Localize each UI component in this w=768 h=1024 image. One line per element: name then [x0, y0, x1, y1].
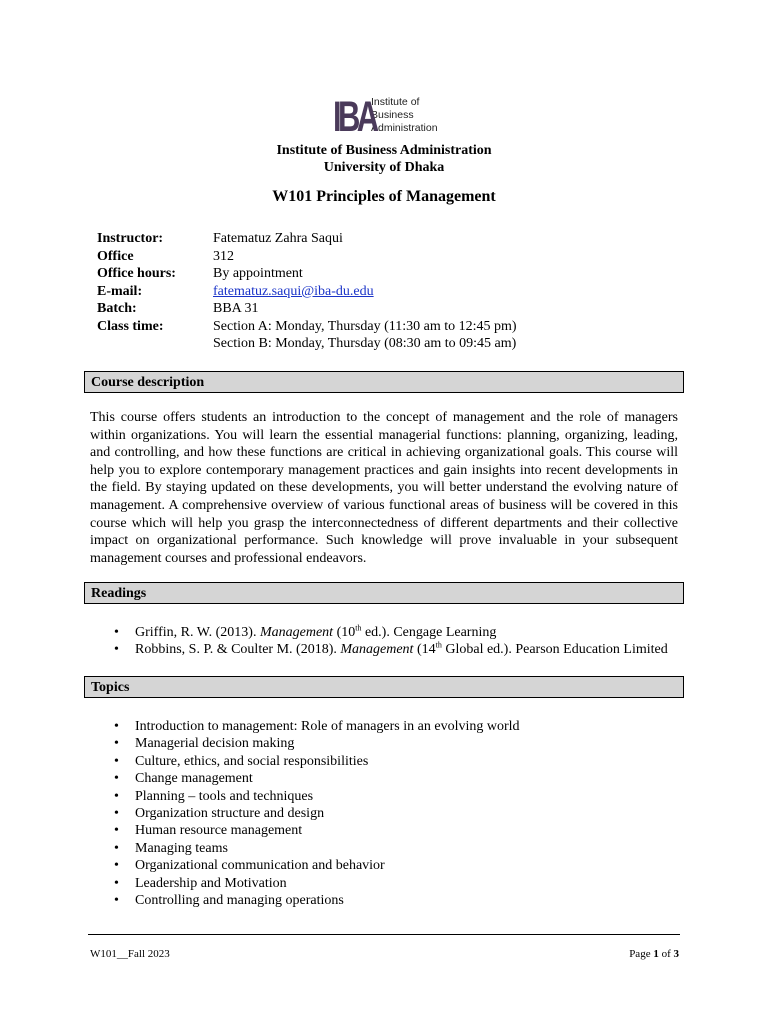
bullet-icon: • — [114, 840, 119, 856]
section-heading-description: Course description — [84, 371, 684, 393]
list-item: • Managerial decision making — [114, 736, 295, 752]
list-item: • Organization structure and design — [114, 806, 325, 822]
course-title: W101 Principles of Management — [272, 188, 496, 205]
info-value: By appointment — [213, 266, 303, 281]
class-time-section-b: Section B: Monday, Thursday (08:30 am to 09:45 am) — [213, 336, 517, 351]
info-value: 312 — [213, 248, 234, 264]
list-item: • Organizational communication and behavior — [114, 858, 385, 874]
iba-logo — [333, 93, 438, 141]
list-item: • Culture, ethics, and social responsibilities — [114, 753, 369, 769]
bullet-icon: • — [114, 642, 119, 658]
logo-mark: IBA — [333, 93, 376, 141]
info-value: Fatematuz Zahra Saqui — [213, 231, 343, 246]
email-link[interactable]: fatematuz.saqui@iba-du.edu — [213, 283, 374, 299]
list-item: • Griffin, R. W. (2013). Management (10th ed.). Cengage Learning — [114, 623, 497, 640]
info-value: BBA 31 — [213, 301, 259, 316]
info-label: Instructor: — [97, 231, 164, 246]
course-info-table — [97, 230, 697, 353]
info-row-batch — [97, 300, 697, 318]
list-item: • Robbins, S. P. & Coulter M. (2018). Management (14th Global ed.). Pearson Education Limited — [114, 640, 668, 658]
list-item: • Controlling and managing operations — [114, 893, 344, 909]
info-row-instructor — [97, 230, 697, 248]
info-row-office — [97, 248, 697, 266]
bullet-icon: • — [114, 788, 119, 804]
university-name: University of Dhaka — [323, 160, 445, 175]
bullet-icon: • — [114, 875, 119, 891]
list-item: • Human resource management — [114, 823, 303, 839]
list-item: • Introduction to management: Role of managers in an evolving world — [114, 719, 520, 734]
section-heading-readings: Readings — [84, 582, 684, 604]
bullet-icon: • — [114, 736, 119, 752]
list-item: • Planning – tools and techniques — [114, 788, 314, 804]
institute-name: Institute of Business Administration — [276, 143, 492, 158]
readings-list — [110, 624, 668, 659]
info-label: Office — [97, 248, 134, 264]
list-item: • Leadership and Motivation — [114, 875, 287, 891]
bullet-icon: • — [114, 823, 119, 839]
info-label: Office hours: — [97, 266, 176, 281]
list-item: • Managing teams — [114, 840, 228, 856]
logo-line: Business — [371, 109, 414, 121]
bullet-icon: • — [114, 858, 119, 874]
bullet-icon: • — [114, 771, 119, 787]
info-label: Class time: — [97, 318, 164, 334]
info-row-class-time — [97, 318, 697, 353]
info-label: E-mail: — [97, 283, 143, 299]
footer-course-term: W101__Fall 2023 — [90, 948, 170, 960]
footer-divider — [88, 934, 680, 935]
bullet-icon: • — [114, 893, 119, 909]
logo-text — [371, 96, 438, 135]
course-description: This course offers students an introduction to the concept of management and the role of managers within organizations. You will learn the essential managerial functions: planning, organizing, leading, and controlling, and how these functions are critical in achieving organizational goals. This course will help you to explore contemporary management practices and gain insights into recent developments in the field. By staying updated on these developments, you will better understand the evolving nature of management. A comprehensive overview of various functional areas of business will be covered in this course which will help you grasp the interconnectedness of different departments and their collective impact on organizational performance. Such knowledge will prove invaluable in your subsequent management courses and professional endeavors. — [90, 410, 678, 566]
info-row-email — [97, 283, 697, 301]
bullet-icon: • — [114, 753, 119, 769]
logo-line: Administration — [371, 122, 438, 134]
footer-page-number: Page 1 of 3 — [629, 948, 679, 960]
class-time-section-a: Section A: Monday, Thursday (11:30 am to 12:45 pm) — [213, 318, 517, 334]
topics-list — [110, 718, 520, 909]
section-heading-topics: Topics — [84, 676, 684, 698]
document-header — [0, 142, 768, 176]
info-label: Batch: — [97, 301, 137, 316]
bullet-icon: • — [114, 806, 119, 822]
bullet-icon: • — [114, 719, 119, 734]
info-row-hours — [97, 265, 697, 283]
logo-line: Institute of — [371, 96, 420, 108]
bullet-icon: • — [114, 625, 119, 640]
list-item: • Change management — [114, 771, 253, 787]
